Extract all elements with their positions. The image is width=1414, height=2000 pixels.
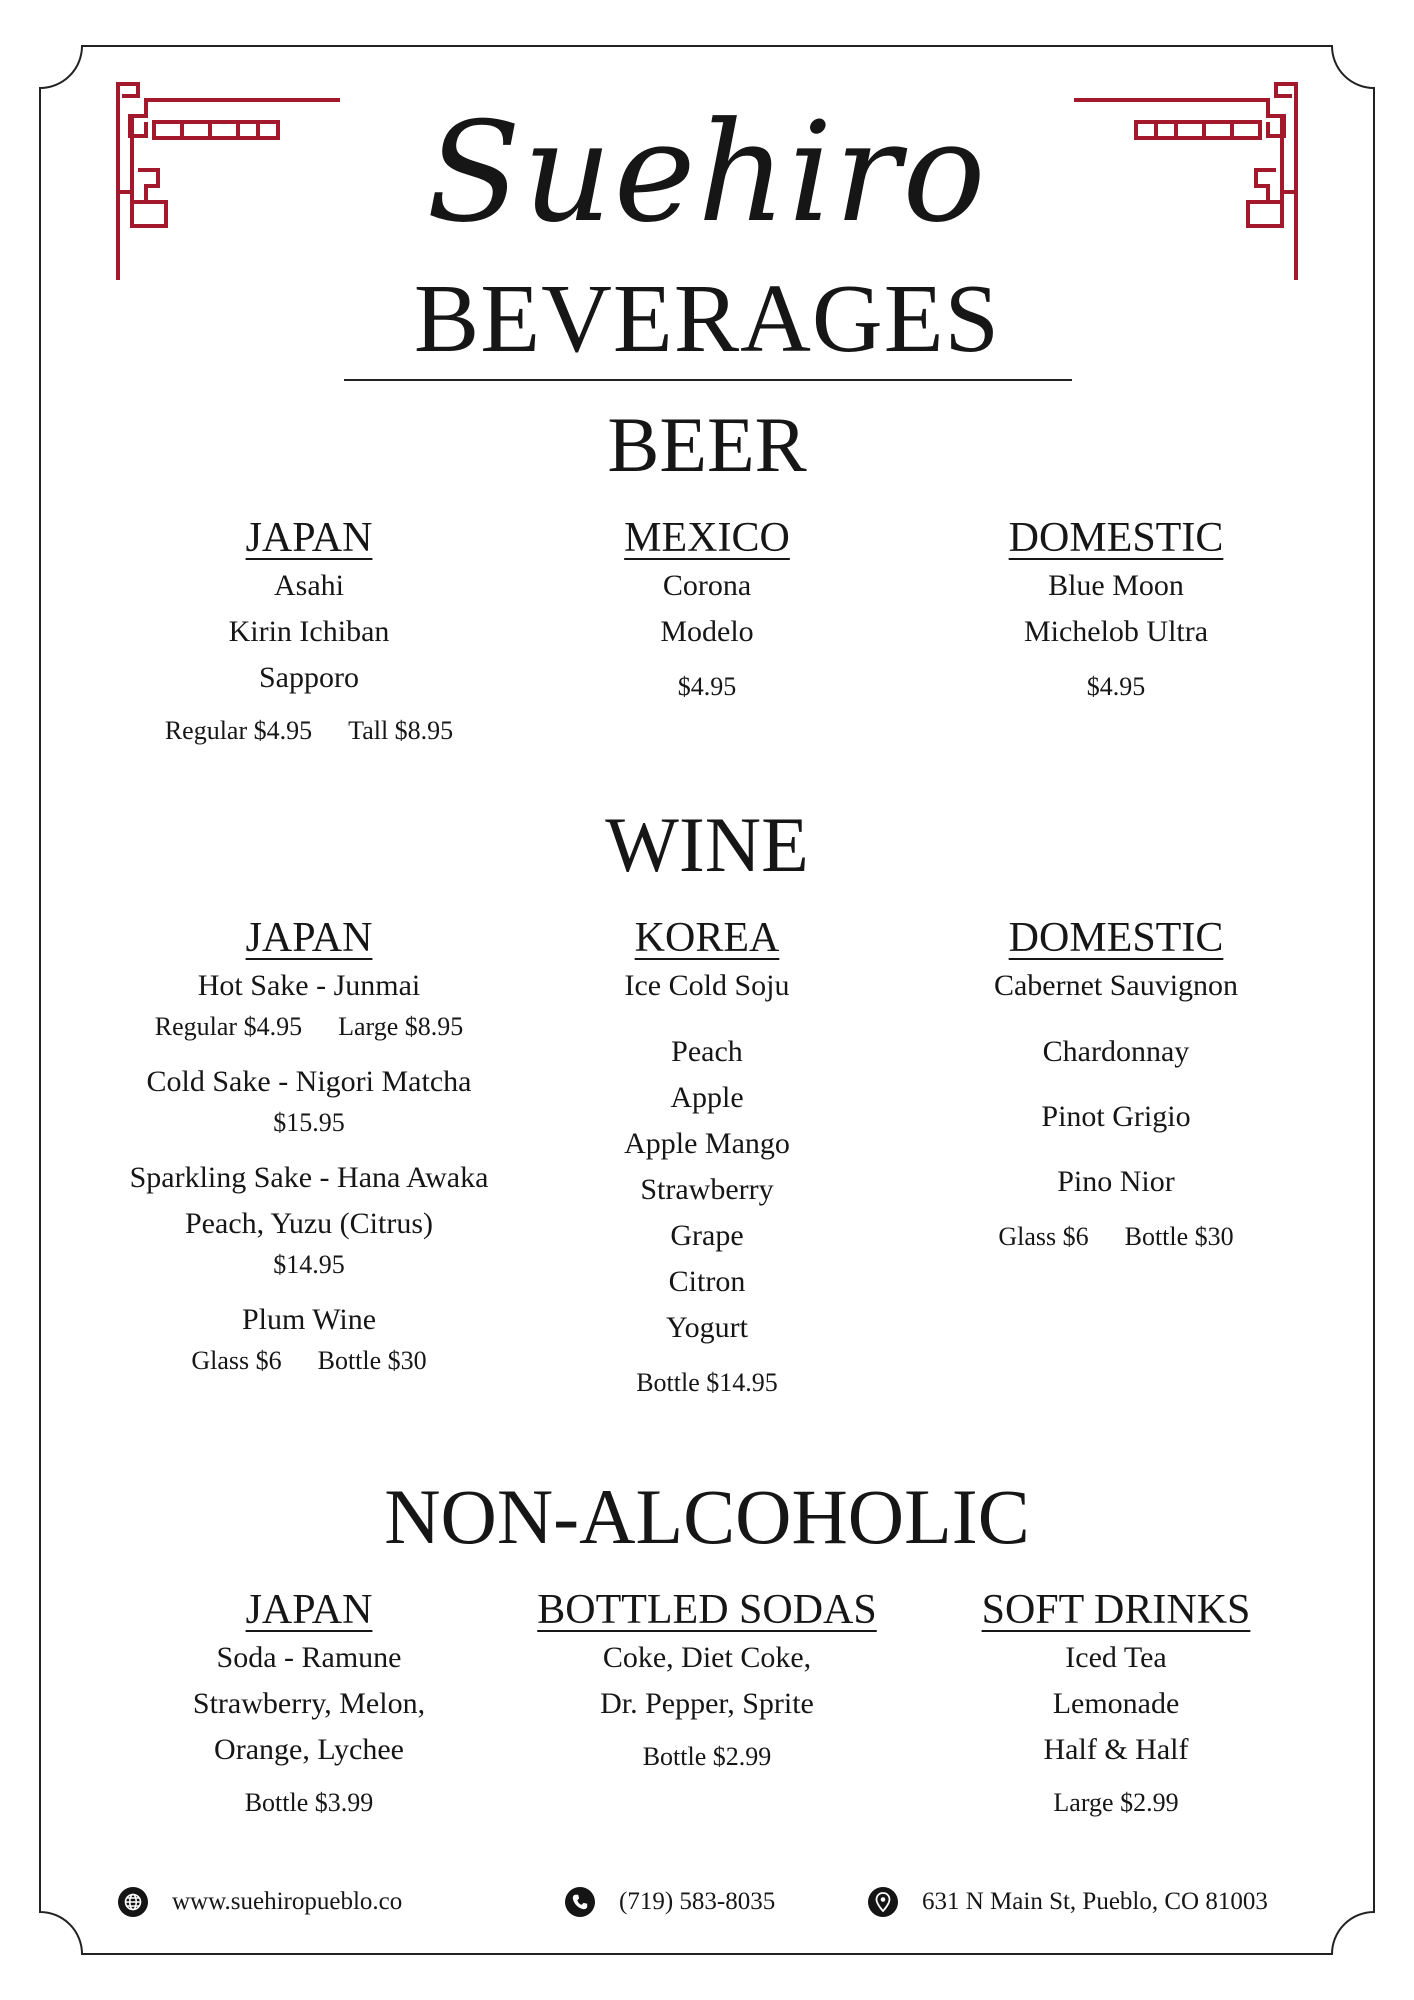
footer-website[interactable] [118, 1880, 402, 1924]
location-pin-icon [868, 1887, 898, 1917]
menu-item: Lemonade [1052, 1687, 1180, 1721]
flavor-item: Yogurt [666, 1311, 748, 1345]
menu-item: Chardonnay [1042, 1035, 1190, 1069]
beer-mexico-column [497, 513, 917, 705]
menu-item: Soda - Ramune [216, 1641, 402, 1675]
wine-japan-header: JAPAN [245, 915, 373, 961]
section-title-wine: WINE [605, 801, 809, 888]
price-bottle: Bottle $30 [317, 1346, 427, 1376]
menu-item: Dr. Pepper, Sprite [600, 1687, 814, 1721]
price-row [79, 1009, 539, 1045]
menu-item: Plum Wine [241, 1303, 377, 1337]
website-link[interactable]: www.suehiropueblo.co [172, 1888, 403, 1915]
wine-domestic-header: DOMESTIC [1008, 915, 1224, 961]
menu-item: Cabernet Sauvignon [993, 969, 1239, 1003]
section-title-beer: BEER [607, 401, 807, 488]
address-text[interactable]: 631 N Main St, Pueblo, CO 81003 [922, 1888, 1268, 1915]
beer-domestic-column [906, 513, 1326, 705]
price-tall: Tall $8.95 [348, 716, 454, 746]
menu-item: Corona [662, 569, 752, 603]
menu-item: Half & Half [1043, 1733, 1189, 1767]
menu-item: Blue Moon [1048, 569, 1184, 603]
flavor-item: Apple Mango [624, 1127, 790, 1161]
menu-item: Modelo [660, 615, 754, 649]
nonalc-soft-drinks-column [906, 1585, 1326, 1821]
menu-item: Sparkling Sake - Hana Awaka [129, 1161, 489, 1195]
footer-phone[interactable] [565, 1880, 775, 1924]
price-large: Large $8.95 [338, 1012, 464, 1042]
menu-item: Hot Sake - Junmai [197, 969, 421, 1003]
price: $4.95 [1086, 672, 1146, 702]
menu-item: Pino Nior [1057, 1165, 1175, 1199]
price-glass: Glass $6 [191, 1346, 282, 1376]
flavor-item: Grape [670, 1219, 744, 1253]
menu-item-detail: Strawberry, Melon, [192, 1687, 426, 1721]
price: Bottle $14.95 [636, 1368, 778, 1398]
wine-korea-header: KOREA [634, 915, 780, 961]
page-title: BEVERAGES [413, 265, 1001, 373]
section-title-non-alcoholic: NON-ALCOHOLIC [384, 1473, 1030, 1560]
footer-address[interactable] [868, 1880, 1268, 1924]
menu-item: Iced Tea [1065, 1641, 1167, 1675]
menu-item: Asahi [274, 569, 344, 603]
menu-item: Pinot Grigio [1041, 1100, 1191, 1134]
wine-korea-column [497, 913, 917, 1401]
price: Bottle $2.99 [642, 1742, 772, 1772]
price: $14.95 [273, 1250, 345, 1280]
menu-item: Michelob Ultra [1023, 615, 1209, 649]
flavor-item: Apple [670, 1081, 744, 1115]
beer-japan-header: JAPAN [245, 515, 373, 561]
nonalc-japan-header: JAPAN [245, 1587, 373, 1633]
beer-japan-column [99, 513, 519, 749]
menu-item: Ice Cold Soju [624, 969, 790, 1003]
title-divider [344, 379, 1072, 381]
menu-item: Coke, Diet Coke, [602, 1641, 812, 1675]
phone-icon [565, 1887, 595, 1917]
globe-icon [118, 1887, 148, 1917]
price-row [99, 713, 519, 749]
nonalc-japan-column [99, 1585, 519, 1821]
price-glass: Glass $6 [998, 1222, 1089, 1252]
brand-title: Suehiro [426, 92, 988, 253]
price-row [79, 1343, 539, 1379]
flavor-item: Citron [668, 1265, 746, 1299]
flavor-item: Strawberry [640, 1173, 774, 1207]
menu-item-detail: Peach, Yuzu (Citrus) [185, 1207, 433, 1241]
beer-domestic-header: DOMESTIC [1008, 515, 1224, 561]
price-regular: Regular $4.95 [154, 1012, 303, 1042]
beer-mexico-header: MEXICO [624, 515, 790, 561]
price: Bottle $3.99 [244, 1788, 374, 1818]
phone-number[interactable]: (719) 583-8035 [619, 1888, 776, 1915]
menu-item-detail: Orange, Lychee [214, 1733, 404, 1767]
menu-item: Kirin Ichiban [228, 615, 390, 649]
price: $15.95 [273, 1108, 345, 1138]
price: Large $2.99 [1053, 1788, 1179, 1818]
nonalc-soft-drinks-header: SOFT DRINKS [981, 1587, 1251, 1633]
price: $4.95 [677, 672, 737, 702]
menu-item: Sapporo [259, 661, 359, 695]
price-row [906, 1219, 1326, 1255]
price-regular: Regular $4.95 [164, 716, 313, 746]
wine-japan-column [79, 913, 539, 1379]
flavor-item: Peach [671, 1035, 743, 1069]
nonalc-bottled-sodas-column [497, 1585, 917, 1775]
wine-domestic-column [906, 913, 1326, 1255]
nonalc-bottled-sodas-header: BOTTLED SODAS [537, 1587, 877, 1633]
price-bottle: Bottle $30 [1124, 1222, 1234, 1252]
menu-item: Cold Sake - Nigori Matcha [146, 1065, 472, 1099]
